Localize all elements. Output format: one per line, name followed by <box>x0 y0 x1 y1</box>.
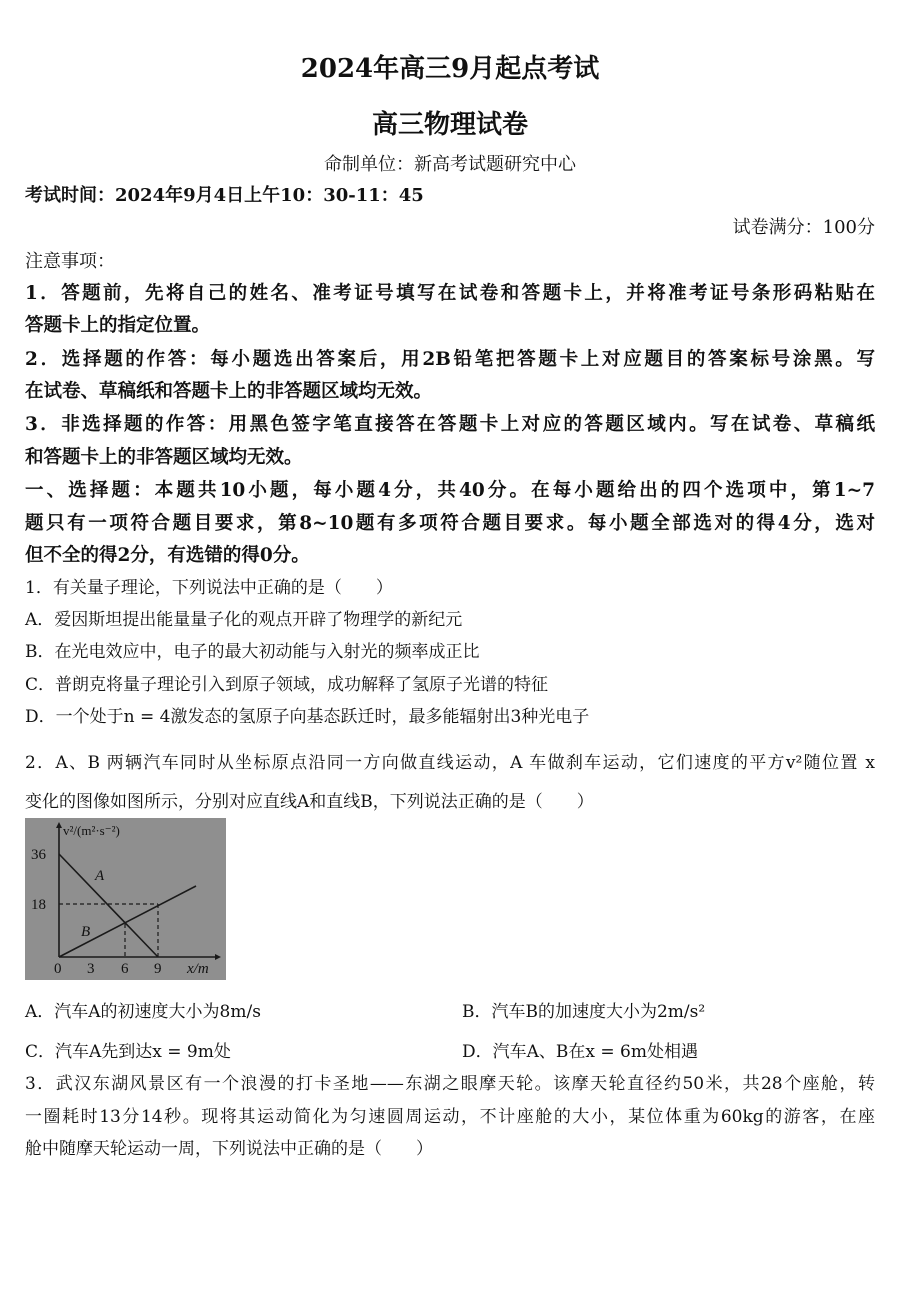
q2-option-b: B．汽车B的加速度大小为2m/s² <box>462 1002 706 1022</box>
q3-stem: 一圈耗时13分14秒。现将其运动简化为匀速圆周运动，不计座舱的大小，某位体重为60kg的游客，在座 <box>25 1107 875 1127</box>
q1-stem: 1．有关量子理论，下列说法中正确的是（ ） <box>25 578 393 598</box>
q2-stem: 2．A、B 两辆汽车同时从坐标原点沿同一方向做直线运动，A 车做刹车运动，它们速度的平方v²随位置 x <box>25 753 875 773</box>
notice-item: 在试卷、草稿纸和答题卡上的非答题区域均无效。 <box>25 381 433 402</box>
notice-item: 2．选择题的作答：每小题选出答案后，用2B铅笔把答题卡上对应题目的答案标号涂黑。写 <box>25 349 875 370</box>
q2-option-d: D．汽车A、B在x = 6m处相遇 <box>462 1042 698 1062</box>
notice-heading: 注意事项： <box>25 251 115 272</box>
q3-stem: 3．武汉东湖风景区有一个浪漫的打卡圣地——东湖之眼摩天轮。该摩天轮直径约50米，共28个座舱，转 <box>25 1074 875 1094</box>
x-tick: 9 <box>154 961 162 977</box>
line-a-label: A <box>95 868 105 884</box>
q2-option-a: A．汽车A的初速度大小为8m/s <box>25 1002 261 1022</box>
x-axis-label: x/m <box>187 961 209 977</box>
line-b-label: B <box>81 924 91 940</box>
y-axis-label: v²/(m²·s⁻²) <box>63 823 120 838</box>
v2-x-graph-figure <box>25 818 226 980</box>
section-instructions: 但不全的得2分，有选错的得0分。 <box>25 545 310 566</box>
notice-item: 和答题卡上的非答题区域均无效。 <box>25 447 303 468</box>
exam-title: 2024年高三9月起点考试 <box>300 54 600 84</box>
q1-option-a: A．爱因斯坦提出能量量子化的观点开辟了物理学的新纪元 <box>25 610 463 630</box>
q1-option-c: C．普朗克将量子理论引入到原子领域，成功解释了氢原子光谱的特征 <box>25 675 549 695</box>
x-tick: 6 <box>121 961 129 977</box>
y-tick: 18 <box>31 897 46 913</box>
q2-option-c: C．汽车A先到达x = 9m处 <box>25 1042 231 1062</box>
full-score: 试卷满分：100分 <box>732 217 875 238</box>
notice-item: 答题卡上的指定位置。 <box>25 315 211 336</box>
x-tick: 0 <box>54 961 62 977</box>
q1-option-d: D．一个处于n = 4激发态的氢原子向基态跃迁时，最多能辐射出3种光电子 <box>25 707 590 727</box>
section-instructions: 一、选择题：本题共10小题，每小题4分，共40分。在每小题给出的四个选项中，第1~7 <box>25 480 875 501</box>
section-instructions: 题只有一项符合题目要求，第8~10题有多项符合题目要求。每小题全部选对的得4分，选对 <box>25 513 875 534</box>
q2-stem: 变化的图像如图所示，分别对应直线A和直线B，下列说法正确的是（ ） <box>25 792 594 812</box>
author-line: 命制单位：新高考试题研究中心 <box>324 154 576 175</box>
paper-subtitle: 高三物理试卷 <box>371 110 528 140</box>
notice-item: 1．答题前，先将自己的姓名、准考证号填写在试卷和答题卡上，并将准考证号条形码粘贴在 <box>25 283 875 304</box>
x-tick: 3 <box>87 961 95 977</box>
q1-option-b: B．在光电效应中，电子的最大初动能与入射光的频率成正比 <box>25 642 480 662</box>
q3-stem: 舱中随摩天轮运动一周，下列说法中正确的是（ ） <box>25 1139 433 1159</box>
y-tick: 36 <box>31 847 46 863</box>
notice-item: 3．非选择题的作答：用黑色签字笔直接答在答题卡上对应的答题区域内。写在试卷、草稿纸 <box>25 414 875 435</box>
exam-time: 考试时间：2024年9月4日上午10：30-11：45 <box>25 185 424 206</box>
